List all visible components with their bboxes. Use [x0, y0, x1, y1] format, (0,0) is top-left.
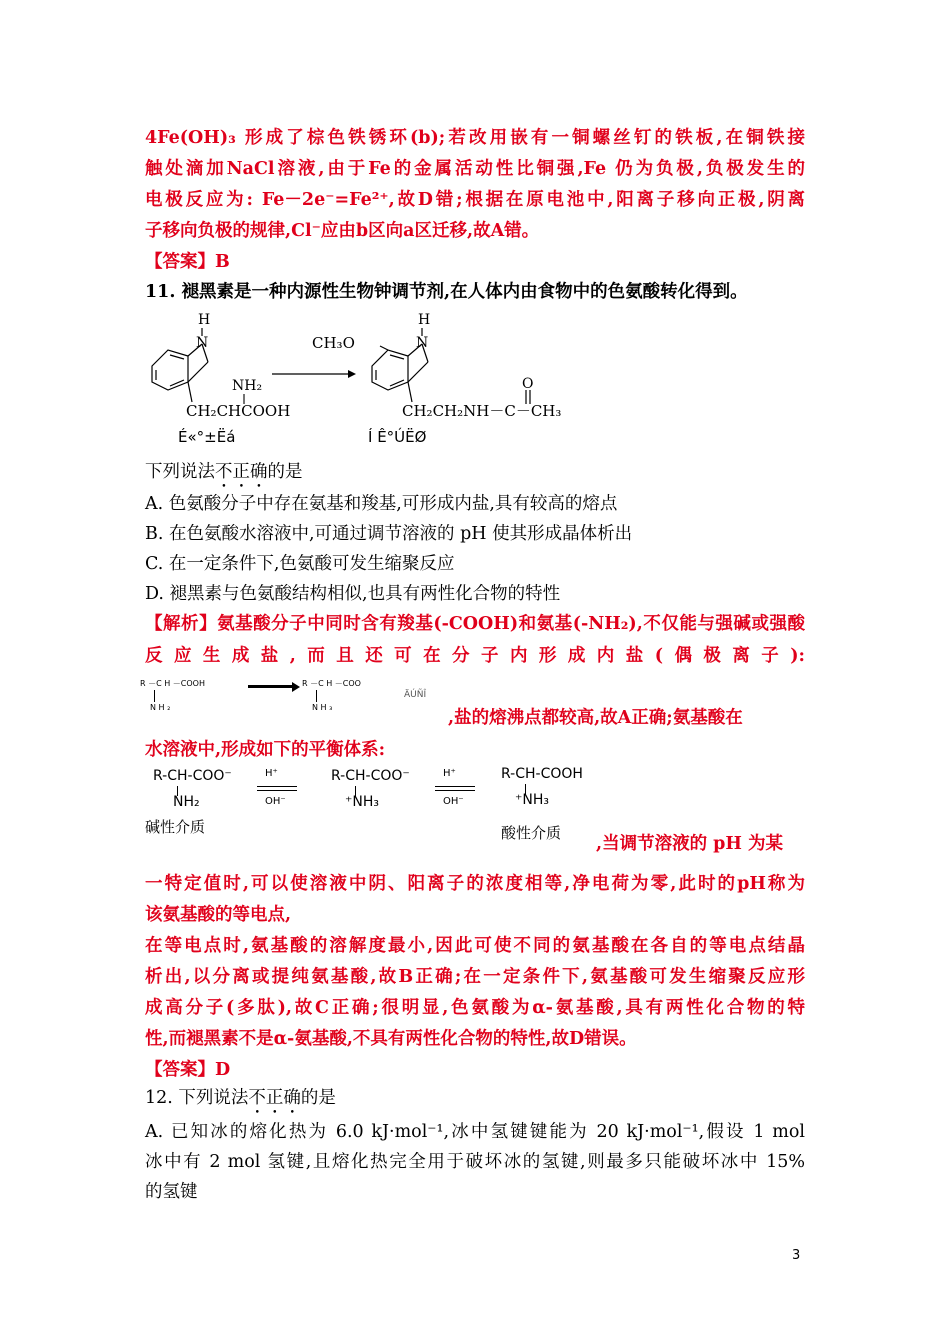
inner-salt-diagram — [140, 676, 440, 724]
basic-form: R-CH-COO⁻ — [153, 768, 232, 784]
acid-nh3: ⁺NH₃ — [515, 792, 550, 808]
side-chain: CH₂CHCOOH — [186, 402, 291, 420]
amino-acid-formula: R －C H －COOH — [140, 679, 205, 688]
zwitterion-nh3: ⁺NH₃ — [345, 794, 380, 810]
question-11-ask: 下列说法不正确的是 — [145, 462, 303, 482]
acid-medium-label: 酸性介质 — [501, 824, 562, 842]
analysis-line: 子移向负极的规律,Cl⁻应由b区向a区迁移,故A错。 — [145, 221, 540, 241]
ammonium-group: N H ₃ — [312, 703, 333, 712]
carbonyl-oxygen: O — [522, 376, 534, 392]
analysis-line: 4Fe(OH)₃ 形成了棕色铁锈环(b);若改用嵌有一铜螺丝钉的铁板,在铜铁接 — [145, 128, 805, 148]
question-11-stem: 11. 褪黑素是一种内源性生物钟调节剂,在人体内由食物中的色氨酸转化得到。 — [145, 282, 748, 302]
zwitterion-form: R-CH-COO⁻ — [331, 768, 410, 784]
amino-group: N H ₂ — [150, 703, 171, 712]
methoxy-group: CH₃O — [312, 334, 355, 352]
h-atom: H — [198, 312, 211, 328]
question-12-stem: 12. 下列说法不正确的是 — [145, 1088, 336, 1108]
analysis-line: 该氨基酸的等电点, — [145, 905, 292, 925]
option-c: C. 在一定条件下,色氨酸可发生缩聚反应 — [145, 554, 455, 574]
analysis-line: 【解析】氨基酸分子中同时含有羧基(-COOH)和氨基(-NH₂),不仅能与强碱或强酸 — [145, 614, 805, 634]
equilibrium-diagram — [145, 764, 615, 844]
acid-form: R-CH-COOH — [501, 766, 583, 782]
analysis-line: 性,而褪黑素不是α-氨基酸,不具有两性化合物的特性,故D错误。 — [145, 1029, 637, 1049]
tryptophan-melatonin-diagram — [140, 308, 580, 448]
analysis-line: ,当调节溶液的 pH 为某 — [596, 834, 784, 854]
zwitterion-formula: R －C H －COO — [302, 679, 361, 688]
basic-nh2: NH₂ — [173, 794, 200, 810]
nh2-group: NH₂ — [232, 378, 263, 394]
option-d: D. 褪黑素与色氨酸结构相似,也具有两性化合物的特性 — [145, 584, 561, 604]
analysis-line: 触处滴加NaCl溶液,由于Fe的金属活动性比铜强,Fe 仍为负极,负极发生的 — [145, 159, 805, 179]
h-plus-label: H⁺ — [265, 768, 278, 779]
melatonin-label: Í Ê°ÚËØ — [368, 428, 427, 446]
answer-label: 【答案】D — [145, 1060, 231, 1080]
n-atom: N — [196, 335, 209, 351]
n-atom: N — [416, 335, 429, 351]
question-12-option-a: 的氢键 — [145, 1182, 198, 1202]
analysis-line: 析出,以分离或提纯氨基酸,故B正确;在一定条件下,氨基酸可发生缩聚反应形 — [145, 967, 805, 987]
option-b: B. 在色氨酸水溶液中,可通过调节溶液的 pH 使其形成晶体析出 — [145, 524, 633, 544]
answer-label: 【答案】B — [145, 252, 230, 272]
analysis-line: 反应生成盐,而且还可在分子内形成内盐(偶极离子): — [145, 646, 805, 666]
analysis-line: 在等电点时,氨基酸的溶解度最小,因此可使不同的氨基酸在各自的等电点结晶 — [145, 936, 805, 956]
analysis-line: ,盐的熔沸点都较高,故A正确;氨基酸在 — [448, 708, 743, 728]
page-number: 3 — [792, 1248, 801, 1263]
analysis-line: 成高分子(多肽),故C正确;很明显,色氨酸为α-氨基酸,具有两性化合物的特 — [145, 998, 805, 1018]
h-plus-label: H⁺ — [443, 768, 456, 779]
analysis-line: 电极反应为: Fe－2e⁻=Fe²⁺,故D错;根据在原电池中,阳离子移向正极,阴离 — [145, 190, 805, 210]
oh-minus-label: OH⁻ — [265, 796, 286, 807]
tryptophan-label: É«°±Ëá — [178, 428, 236, 446]
analysis-line: 一特定值时,可以使溶液中阴、阳离子的浓度相等,净电荷为零,此时的pH称为 — [145, 874, 805, 894]
question-12-option-a: A. 已知冰的熔化热为 6.0 kJ·mol⁻¹,冰中氢键键能为 20 kJ·mol⁻¹,假设 1 mol — [145, 1122, 805, 1142]
h-atom: H — [418, 312, 431, 328]
analysis-line: 水溶液中,形成如下的平衡体系: — [145, 740, 386, 760]
melatonin-structure — [372, 328, 530, 404]
oh-minus-label: OH⁻ — [443, 796, 464, 807]
question-12-option-a: 冰中有 2 mol 氢键,且熔化热完全用于破坏冰的氢键,则最多只能破坏冰中 15% — [145, 1152, 805, 1172]
option-a: A. 色氨酸分子中存在氨基和羧基,可形成内盐,具有较高的熔点 — [145, 494, 618, 514]
basic-medium-label: 碱性介质 — [145, 818, 206, 836]
inner-salt-label: ÄÚÑÎ — [404, 690, 427, 700]
side-chain: CH₂CH₂NH－C－CH₃ — [402, 402, 562, 420]
